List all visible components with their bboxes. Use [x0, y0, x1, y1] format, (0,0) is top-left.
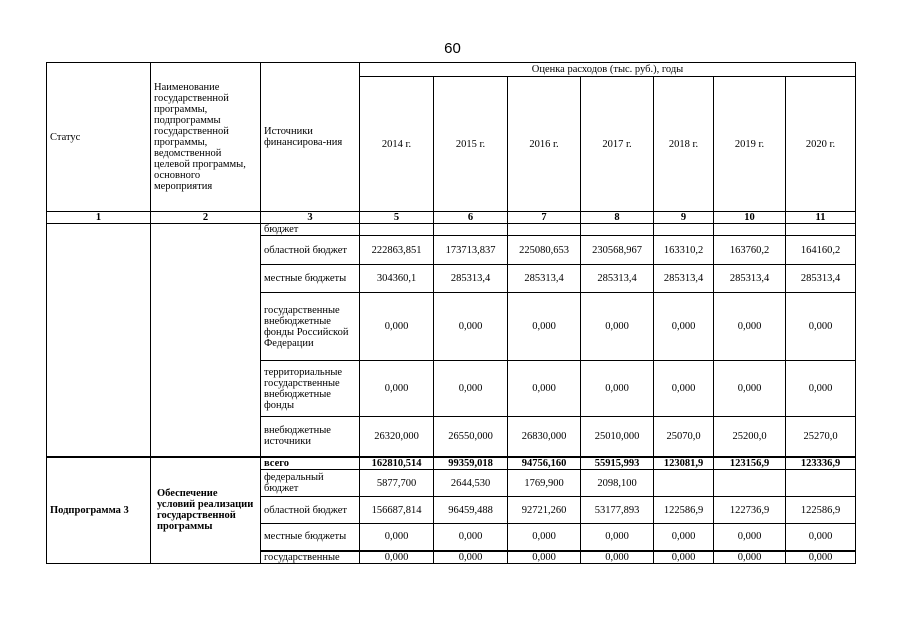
- value-cell: 285313,4: [654, 265, 714, 293]
- value-cell: 0,000: [434, 293, 508, 361]
- value-cell: 0,000: [714, 293, 786, 361]
- value-cell: 0,000: [654, 524, 714, 551]
- value-cell: [786, 224, 856, 236]
- name-cell: [151, 224, 261, 457]
- value-cell: 122736,9: [714, 497, 786, 524]
- subprogram-status: Подпрограмма 3: [47, 457, 151, 564]
- value-cell: 0,000: [581, 524, 654, 551]
- header-expenses: Оценка расходов (тыс. руб.), годы: [360, 63, 856, 77]
- source-cell: федеральный бюджет: [261, 470, 360, 497]
- value-cell: 0,000: [654, 293, 714, 361]
- value-cell: 0,000: [786, 293, 856, 361]
- value-cell: [654, 224, 714, 236]
- value-cell: 0,000: [360, 551, 434, 564]
- value-cell: 0,000: [360, 293, 434, 361]
- value-cell: 0,000: [786, 524, 856, 551]
- table-row: [47, 224, 856, 236]
- header-year: 2018 г.: [654, 77, 714, 212]
- column-number: 3: [261, 212, 360, 224]
- value-cell: [786, 470, 856, 497]
- value-cell: 96459,488: [434, 497, 508, 524]
- source-cell: государственные: [261, 551, 360, 564]
- value-cell: 285313,4: [508, 265, 581, 293]
- source-cell: внебюджетные источники: [261, 417, 360, 457]
- value-cell: 0,000: [508, 293, 581, 361]
- value-cell: 123336,9: [786, 457, 856, 470]
- column-number: 2: [151, 212, 261, 224]
- value-cell: 26830,000: [508, 417, 581, 457]
- value-cell: 0,000: [360, 524, 434, 551]
- value-cell: 0,000: [508, 361, 581, 417]
- value-cell: 99359,018: [434, 457, 508, 470]
- column-number: 8: [581, 212, 654, 224]
- column-number: 7: [508, 212, 581, 224]
- value-cell: 285313,4: [714, 265, 786, 293]
- value-cell: 0,000: [581, 361, 654, 417]
- value-cell: 1769,900: [508, 470, 581, 497]
- value-cell: 0,000: [434, 524, 508, 551]
- page-number: 60: [444, 40, 461, 57]
- value-cell: 0,000: [714, 524, 786, 551]
- value-cell: [714, 224, 786, 236]
- source-cell: всего: [261, 457, 360, 470]
- value-cell: 0,000: [581, 293, 654, 361]
- source-cell: территориальные государственные внебюджетные фонды: [261, 361, 360, 417]
- value-cell: 25270,0: [786, 417, 856, 457]
- value-cell: 55915,993: [581, 457, 654, 470]
- value-cell: 0,000: [786, 551, 856, 564]
- status-cell: [47, 224, 151, 457]
- value-cell: 0,000: [654, 361, 714, 417]
- source-cell: областной бюджет: [261, 497, 360, 524]
- value-cell: 285313,4: [581, 265, 654, 293]
- source-cell: государственные внебюджетные фонды Российской Федерации: [261, 293, 360, 361]
- value-cell: 163760,2: [714, 236, 786, 265]
- value-cell: 94756,160: [508, 457, 581, 470]
- value-cell: 304360,1: [360, 265, 434, 293]
- value-cell: 285313,4: [786, 265, 856, 293]
- value-cell: 285313,4: [434, 265, 508, 293]
- value-cell: 26320,000: [360, 417, 434, 457]
- value-cell: 222863,851: [360, 236, 434, 265]
- header-status: Статус: [47, 63, 151, 212]
- header-year: 2020 г.: [786, 77, 856, 212]
- value-cell: 0,000: [434, 551, 508, 564]
- column-number: 9: [654, 212, 714, 224]
- column-number: 10: [714, 212, 786, 224]
- value-cell: 26550,000: [434, 417, 508, 457]
- source-cell: местные бюджеты: [261, 265, 360, 293]
- subprogram-name: Обеспечение условий реализации государственной программы: [151, 457, 261, 564]
- header-name: Наименование государственной программы, подпрограммы государственной программы, ведомственной целевой программы, основного мероприятия: [151, 63, 261, 212]
- value-cell: 0,000: [360, 361, 434, 417]
- value-cell: 0,000: [714, 361, 786, 417]
- header-year: 2015 г.: [434, 77, 508, 212]
- value-cell: 163310,2: [654, 236, 714, 265]
- source-cell: областной бюджет: [261, 236, 360, 265]
- value-cell: 164160,2: [786, 236, 856, 265]
- value-cell: 156687,814: [360, 497, 434, 524]
- column-number: 1: [47, 212, 151, 224]
- header-year: 2016 г.: [508, 77, 581, 212]
- value-cell: [714, 470, 786, 497]
- value-cell: [581, 224, 654, 236]
- value-cell: 92721,260: [508, 497, 581, 524]
- table-row: [47, 457, 856, 470]
- header-year: 2019 г.: [714, 77, 786, 212]
- value-cell: 230568,967: [581, 236, 654, 265]
- value-cell: 0,000: [434, 361, 508, 417]
- value-cell: 2098,100: [581, 470, 654, 497]
- source-cell: местные бюджеты: [261, 524, 360, 551]
- value-cell: 123156,9: [714, 457, 786, 470]
- column-number: 11: [786, 212, 856, 224]
- header-sources: Источники финансирова-ния: [261, 63, 360, 212]
- column-number: 5: [360, 212, 434, 224]
- value-cell: 53177,893: [581, 497, 654, 524]
- value-cell: 122586,9: [654, 497, 714, 524]
- value-cell: 25070,0: [654, 417, 714, 457]
- value-cell: 0,000: [508, 551, 581, 564]
- value-cell: 25010,000: [581, 417, 654, 457]
- column-number: 6: [434, 212, 508, 224]
- value-cell: 173713,837: [434, 236, 508, 265]
- value-cell: 5877,700: [360, 470, 434, 497]
- value-cell: [654, 470, 714, 497]
- value-cell: 122586,9: [786, 497, 856, 524]
- value-cell: [508, 224, 581, 236]
- value-cell: 162810,514: [360, 457, 434, 470]
- value-cell: 25200,0: [714, 417, 786, 457]
- value-cell: 225080,653: [508, 236, 581, 265]
- value-cell: 0,000: [508, 524, 581, 551]
- value-cell: 2644,530: [434, 470, 508, 497]
- value-cell: [360, 224, 434, 236]
- value-cell: 0,000: [714, 551, 786, 564]
- budget-table: [46, 62, 856, 564]
- source-cell: бюджет: [261, 224, 360, 236]
- value-cell: [434, 224, 508, 236]
- header-year: 2017 г.: [581, 77, 654, 212]
- value-cell: 0,000: [654, 551, 714, 564]
- value-cell: 0,000: [581, 551, 654, 564]
- value-cell: 0,000: [786, 361, 856, 417]
- header-year: 2014 г.: [360, 77, 434, 212]
- value-cell: 123081,9: [654, 457, 714, 470]
